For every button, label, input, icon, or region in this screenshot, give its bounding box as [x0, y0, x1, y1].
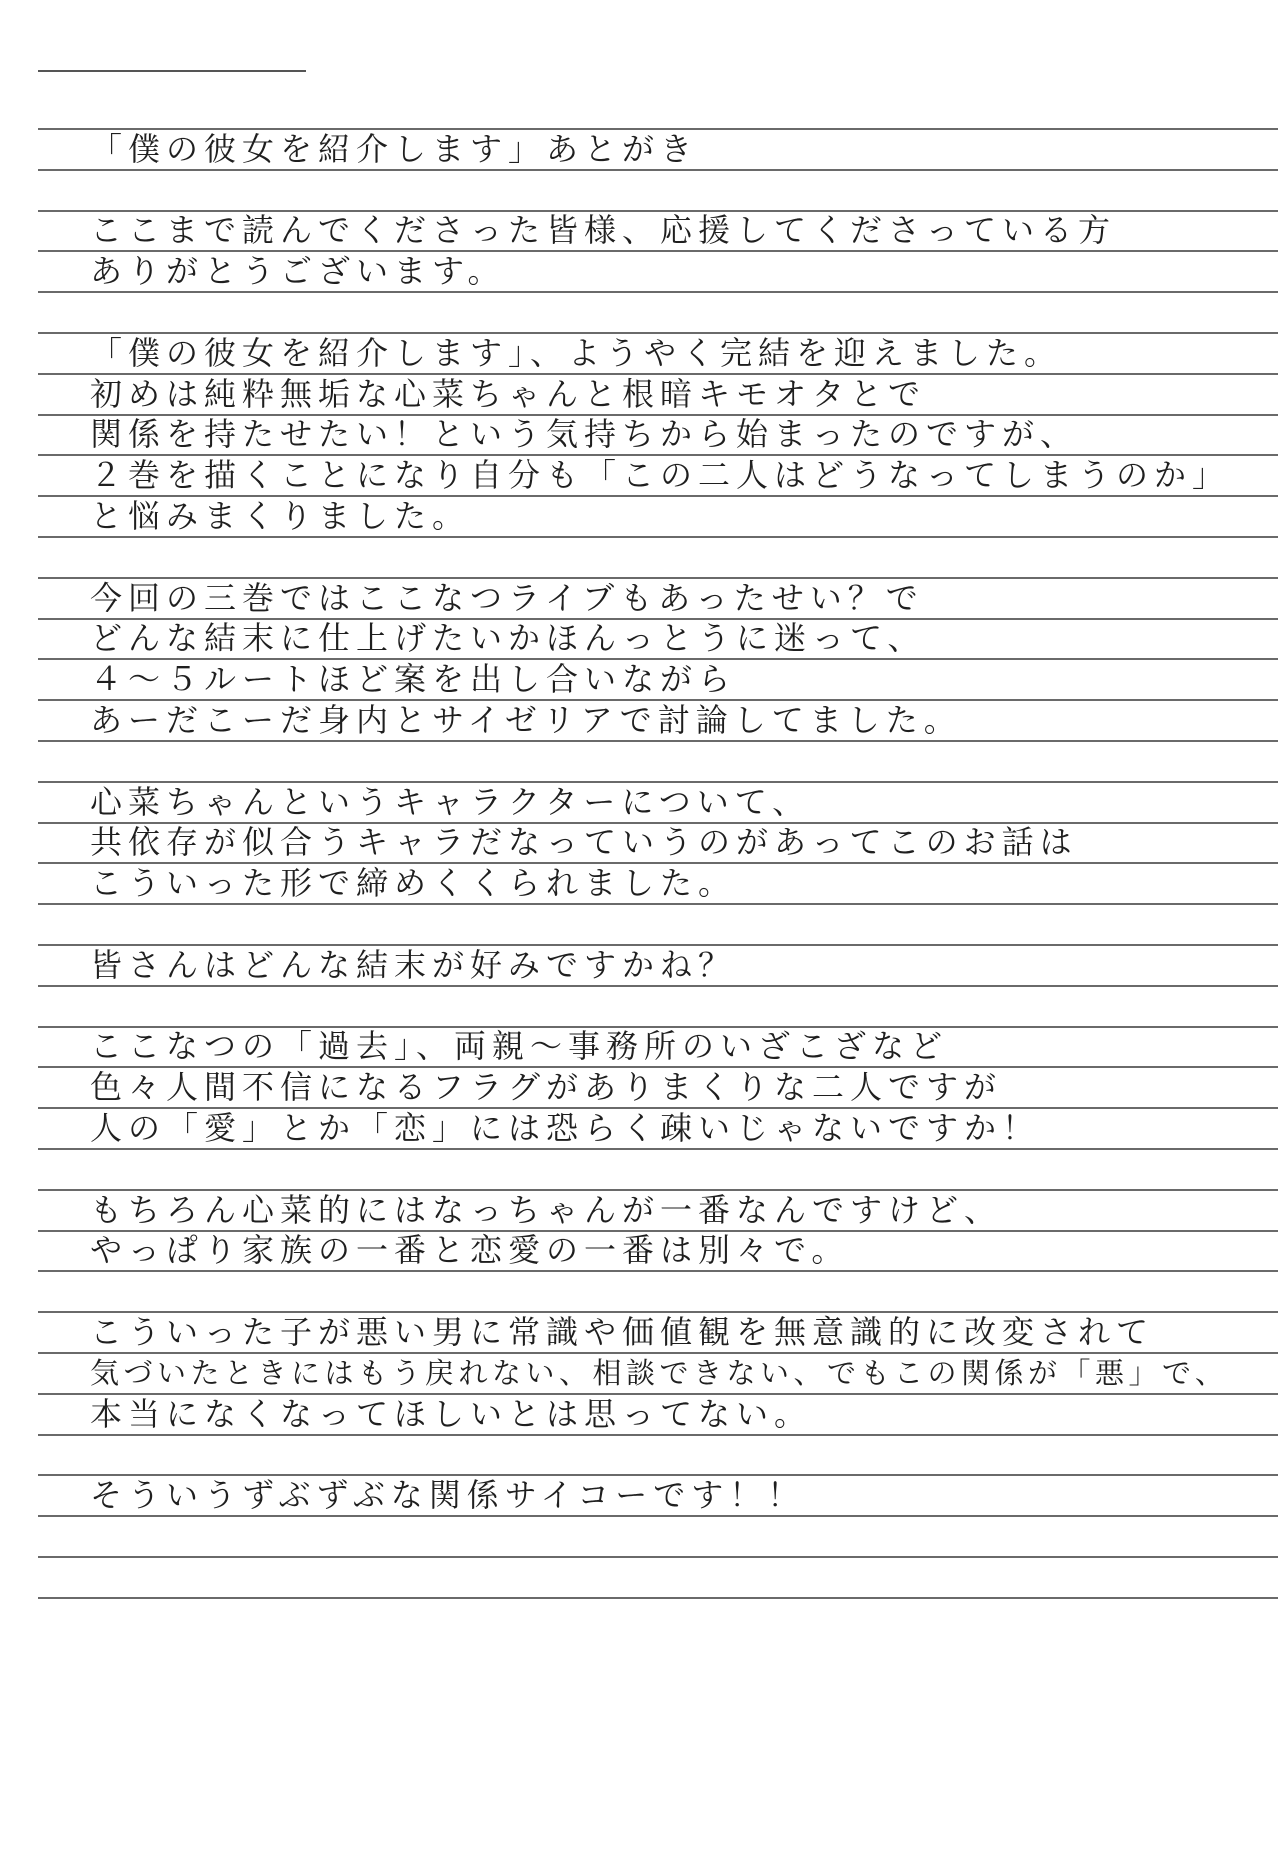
paragraph-line: やっぱり家族の一番と恋愛の一番は別々で。 — [90, 1231, 850, 1269]
paragraph-line: 本当になくなってほしいとは思ってない。 — [90, 1395, 813, 1433]
paragraph-line: と悩みまくりました。 — [90, 497, 471, 535]
paragraph-line: あーだこーだ身内とサイゼリアで討論してました。 — [90, 701, 962, 739]
paragraph-line: ここなつの「過去」、両親～事務所のいざこざなど — [90, 1027, 949, 1065]
paragraph-line: 「僕の彼女を紹介します」、ようやく完結を迎えました。 — [90, 334, 1063, 372]
top-short-rule — [38, 70, 306, 72]
paragraph-line: 今回の三巻ではここなつライブもあったせい？で — [90, 579, 924, 617]
paragraph-line: ４～５ルートほど案を出し合いながら — [90, 660, 737, 698]
paragraph-line: こういった形で締めくくられました。 — [90, 864, 737, 902]
paragraph-line: 初めは純粋無垢な心菜ちゃんと根暗キモオタとで — [90, 375, 927, 413]
document-title: 「僕の彼女を紹介します」あとがき — [90, 130, 699, 168]
paragraph-line: こういった子が悪い男に常識や価値観を無意識的に改変されて — [90, 1313, 1155, 1351]
paragraph-line: ありがとうございます。 — [90, 252, 506, 290]
paragraph-line: 人の「愛」とか「恋」には恐らく疎いじゃないですか！ — [90, 1109, 1041, 1147]
paragraph-line: そういうずぶずぶな関係サイコーです！！ — [90, 1476, 806, 1514]
paragraph-line: どんな結末に仕上げたいかほんっとうに迷って、 — [90, 619, 926, 657]
paragraph-line: ２巻を描くことになり自分も「この二人はどうなってしまうのか」 — [90, 456, 1231, 494]
paragraph-line: 色々人間不信になるフラグがありまくりな二人ですが — [90, 1068, 1003, 1106]
ruled-line — [38, 1597, 1278, 1599]
paragraph-line: 皆さんはどんな結末が好みですかね？ — [90, 946, 737, 984]
ruled-line — [38, 1556, 1278, 1558]
paragraph-line: 気づいたときにはもう戻れない、相談できない、でもこの関係が「悪」で、 — [90, 1356, 1229, 1390]
paragraph-line: 関係を持たせたい！という気持ちから始まったのですが、 — [90, 415, 1079, 453]
paragraph-line: もちろん心菜的にはなっちゃんが一番なんですけど、 — [90, 1191, 1003, 1229]
paragraph-line: 心菜ちゃんというキャラクターについて、 — [90, 783, 811, 821]
paragraph-line: ここまで読んでくださった皆様、応援してくださっている方 — [90, 211, 1117, 249]
paragraph-line: 共依存が似合うキャラだなっていうのがあってこのお話は — [90, 823, 1078, 861]
